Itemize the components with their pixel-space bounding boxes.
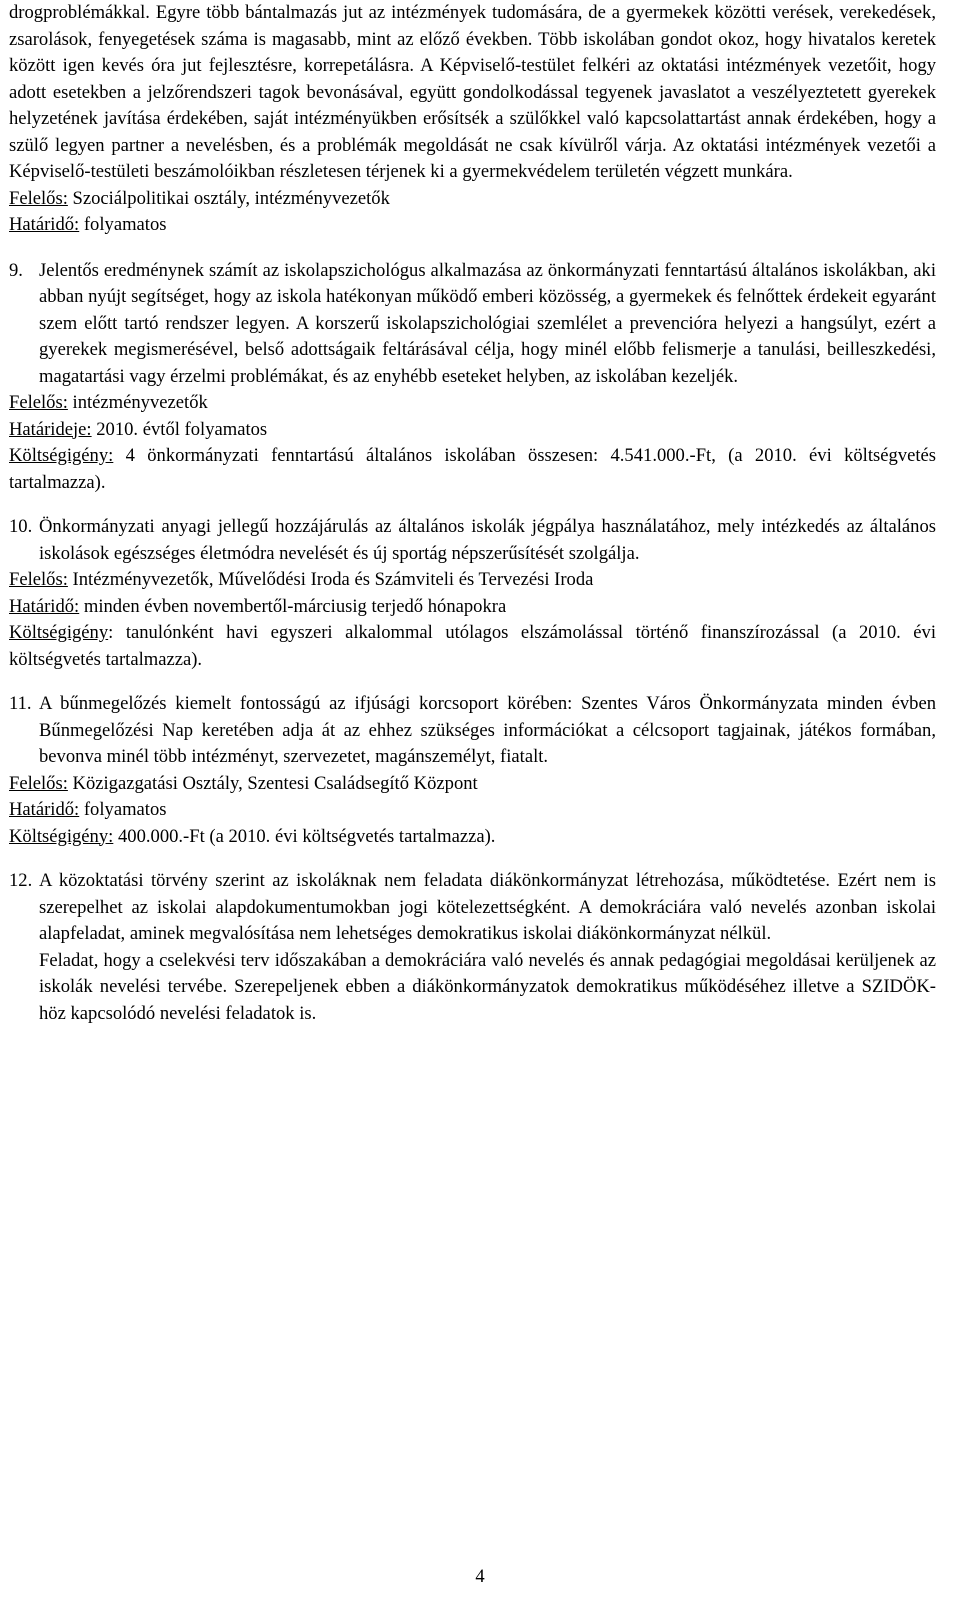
deadline-label: Határidő: [9, 799, 80, 820]
deadline-label: Határidő: [9, 595, 80, 617]
item-text: A bűnmegelőzés kiemelt fontosságú az ifjúsági korcsoport körében: Szentes Város Önkormányzata minden évben Bűnmegelőzési Nap keretében adja át az ehhez szükséges információkat a célcsoport tagjainak, játékos formában, bevonva minél több intézményt, szervezetet, magánszemélyt, fiatalt. [39, 693, 936, 767]
list-item-11 [9, 691, 936, 771]
item-12-continuation: Feladat, hogy a cselekvési terv időszakában a demokráciára való nevelés és annak pedagógiai megoldásai kerüljenek az iskolák nevelési tervébe. Szerepeljenek ebben a diákönkormányzatok demokratikus működéséhez illetve a SZIDÖK-höz kapcsolódó nevelési feladatok is. [39, 949, 936, 1024]
deadline-value: 2010. évtől folyamatos [91, 418, 268, 440]
cost-label: Költségigény: [9, 445, 114, 466]
item-9-deadline-line [9, 417, 936, 444]
item-number: 9. [9, 259, 23, 281]
responsible-value: intézményvezetők [67, 392, 208, 413]
responsible-label: Felelős: [9, 187, 68, 209]
deadline-label: Határideje: [9, 418, 92, 440]
responsible-value: Intézményvezetők, Művelődési Iroda és Számviteli és Tervezési Iroda [67, 569, 594, 590]
item-number: 11. [9, 693, 32, 714]
responsible-value: Közigazgatási Osztály, Szentesi Családsegítő Központ [67, 772, 478, 794]
cost-value: 4 önkormányzati fenntartású általános iskolában összesen: 4.541.000.-Ft, (a 2010. évi költségvetés tartalmazza). [9, 445, 936, 493]
cost-value: 400.000.-Ft (a 2010. évi költségvetés tartalmazza). [113, 825, 496, 847]
item-text: A közoktatási törvény szerint az iskoláknak nem feladata diákönkormányzat létrehozása, működtetése. Ezért nem is szerepelhet az iskolai alapdokumentumokban jogi kötelezettségként. A demokráciára való nevelés azonban iskolai alapfeladat, aminek megvalósítása nem lehetséges demokratikus iskolai diákönkormányzat nélkül. [39, 870, 936, 944]
intro-deadline-line [9, 212, 936, 239]
intro-paragraph: drogproblémákkal. Egyre több bántalmazás jut az intézmények tudomására, de a gyermekek közötti verések, verekedések, zsarolások, fenyegetések száma is magasabb, mint az előző években. Több iskolában gondot okoz, hogy hivatalos keretek között igen kevés óra jut fejlesztésre, korrepetálásra. A Képviselő-testület felkéri az oktatási intézmények vezetőit, hogy adott esetekben a jelzőrendszeri tagok bevonásával, együtt gondolkodással tegyenek javaslatot a veszélyeztetett gyerekek helyzetének javítása érdekében, saját intézményükben erősítsék a szülőkkel való kapcsolattartást annak érdekében, hogy a szülő legyen partner a nevelésben, és a problémák megoldását ne csak kívülről várja. Az oktatási intézmények vezetői a Képviselő-testületi beszámolóikban részletesen térjenek ki a gyermekvédelem területén végzett munkára. [9, 2, 936, 182]
page-number: 4 [475, 1566, 485, 1587]
intro-responsible-line [9, 186, 936, 213]
deadline-value: minden évben novembertől-márciusig terjedő hónapokra [79, 595, 507, 617]
list-item-9 [9, 258, 936, 391]
responsible-label: Felelős: [9, 772, 68, 794]
cost-label: Költségigény: [9, 825, 114, 847]
item-11-cost-line [9, 824, 936, 851]
item-10-responsible-line [9, 567, 936, 594]
list-item-12 [9, 868, 936, 948]
responsible-label: Felelős: [9, 392, 68, 413]
item-9-responsible-line [9, 390, 936, 417]
item-9-cost-line [9, 443, 936, 496]
deadline-value: folyamatos [79, 214, 167, 235]
item-number: 10. [9, 516, 33, 537]
item-text: Jelentős eredménynek számít az iskolapszichológus alkalmazása az önkormányzati fenntartású általános iskolákban, aki abban nyújt segítséget, hogy az iskola hatékonyan működő emberi közösség, a gyermekek és felnőttek érdekeit egyaránt szem előtt tartó rendszer legyen. A korszerű iskolapszichológiai szemlélet a prevencióra helyezi a hangsúlyt, ezért a gyerekek megismerésével, belső adottságaik feltárásával célja, hogy minél előbb felismerje a tanulási, beilleszkedési, magatartási vagy érzelmi problémákat, és az enyhébb eseteket helyben, az iskolában kezeljék. [39, 259, 936, 387]
deadline-label: Határidő: [9, 214, 80, 235]
item-10-deadline-line [9, 594, 936, 621]
item-text: Önkormányzati anyagi jellegű hozzájárulás az általános iskolák jégpálya használatához, mely intézkedés az általános iskolások egészséges életmódra nevelését és új sportág népszerűsítését szolgálja. [39, 516, 936, 564]
item-number: 12. [9, 870, 33, 891]
list-item-10 [9, 514, 936, 567]
responsible-label: Felelős: [9, 569, 68, 590]
page-content [9, 0, 936, 1027]
item-11-deadline-line [9, 797, 936, 824]
responsible-value: Szociálpolitikai osztály, intézményvezetők [67, 187, 390, 209]
deadline-value: folyamatos [79, 799, 167, 820]
item-11-responsible-line [9, 771, 936, 798]
cost-value: : tanulónként havi egyszeri alkalommal utólagos elszámolással történő finanszírozással (a 2010. évi költségvetés tartalmazza). [9, 622, 936, 670]
cost-label: Költségigény [9, 622, 109, 643]
item-10-cost-line [9, 620, 936, 673]
